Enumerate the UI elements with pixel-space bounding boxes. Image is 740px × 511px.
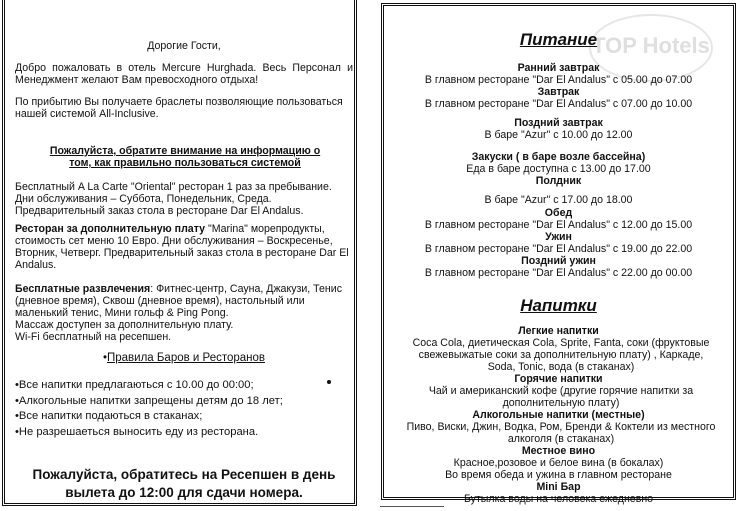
meal-details: В главном ресторане "Dar El Andalus" с 12.00 до 15.00 <box>424 219 693 231</box>
meal-details: В главном ресторане "Dar El Andalus" с 22.00 до 00.00 <box>424 267 693 279</box>
stray-dot <box>327 380 331 384</box>
meal-name: Закуски ( в баре возле бассейна) <box>471 151 646 163</box>
attention-heading: Пожалуйста, обратите внимание на информацию о том, как правильно пользоваться системой <box>49 145 321 169</box>
rule-item: •Все напитки предлагаються с 10.00 до 00:00; <box>15 379 254 391</box>
marina-details: "Marina" морепродукты, стоимость сет меню 10 Евро. Дни обслуживания – Воскресенье, Вторник, Четверг. Предварительный заказ стола в ресторане Dar El Andalus. <box>15 223 349 271</box>
left-page <box>2 0 357 506</box>
drinks-title: Напитки <box>520 296 597 315</box>
right-page <box>381 3 736 505</box>
checkout-note: Пожалуйста, обратитесь на Ресепшен в день вылета до 12:00 для сдачи номера. <box>32 467 336 500</box>
rules-list <box>15 378 353 440</box>
meal-name: Поздний ужин <box>521 255 596 267</box>
entertainment-label: Бесплатные развлечения <box>15 283 151 295</box>
drink-details: Coca Cola, диетическая Cola, Sprite, Fanta, соки (фруктовые свежевыжатые соки за дополнительную плату) , Каркаде, Soda, Tonic, вода (в стаканах) <box>412 337 710 374</box>
meal-details: В баре "Azur" с 17.00 до 18.00 <box>484 194 633 206</box>
meal-details: В главном ресторане "Dar El Andalus" с 05.00 до 07.00 <box>424 74 693 86</box>
meal-name: Обед <box>544 207 573 219</box>
massage-text: Массаж доступен за дополнительную плату. <box>15 319 234 331</box>
meal-name: Ужин <box>545 231 572 243</box>
meal-details: В главном ресторане "Dar El Andalus" с 19.00 до 22.00 <box>424 243 693 255</box>
rule-item: •Не разрешаеться выносить еду из ресторана. <box>15 425 259 438</box>
entertainment-details: : Фитнес-центр, Сауна, Джакузи, Тенис (дневное время), Сквош (дневное время), настольный или маленький тенис, Мини гольф & Ping Pong. <box>15 283 342 319</box>
meal-name: Полдник <box>535 175 582 187</box>
drink-details: Во время обеда и ужина в главном ресторане <box>445 469 672 481</box>
rules-heading-wrap: •Правила Баров и Ресторанов <box>102 352 266 364</box>
drink-details: Чай и американский кофе (другие горячие напитки за дополнительную плату) <box>428 385 694 410</box>
marina-label: Ресторан за дополнительную плату <box>15 223 206 235</box>
drink-name: Алкогольные напитки (местные) <box>472 409 645 421</box>
rule-item: •Все напитки подаються в стаканах; <box>15 410 203 422</box>
entertainment-text <box>15 283 353 319</box>
bracelets-text: По прибытию Вы получаете браслеты позволяющие пользоваться нашей системой All-Inclusive. <box>15 96 343 120</box>
food-title: Питание <box>519 30 598 49</box>
greeting: Дорогие Гости, <box>147 40 221 52</box>
rules-heading: Правила Баров и Ресторанов <box>106 352 266 364</box>
rule-item: •Алкогольные напитки запрещены детям до 18 лет; <box>15 394 283 407</box>
drink-details: Бутылка воды на человека ежедневно <box>463 493 654 505</box>
drink-name: Легкие напитки <box>518 325 599 337</box>
meal-details: В главном ресторане "Dar El Andalus" с 07.00 до 10.00 <box>424 98 693 110</box>
drink-details: Красное,розовое и белое вина (в бокалах) <box>453 457 664 469</box>
drink-details: Пиво, Виски, Джин, Водка, Ром, Бренди & Коктели из местного алкоголя (в стаканах) <box>406 421 716 446</box>
oriental-restaurant-text: Бесплатный A La Carte "Oriental" ресторан 1 раз за пребывание. Дни обслуживания – Суббота, Понедельник, Среда. Предварительный заказ стола в ресторане Dar El Andalus. <box>15 181 332 217</box>
meal-name: Завтрак <box>537 86 580 98</box>
wifi-text: Wi-Fi бесплатный на ресепшен. <box>15 331 172 343</box>
watermark-logo: TOP Hotels <box>589 14 713 82</box>
meal-details: Еда в баре доступна с 13.00 до 17.00 <box>466 163 651 175</box>
drink-name: Местное вино <box>521 445 596 457</box>
meal-name: Поздний завтрак <box>514 117 603 129</box>
welcome-text: Добро пожаловать в отель Mercure Hurghada. Весь Персонал и Менеджмент желают Вам превосходного отдыха! <box>15 62 353 86</box>
meal-name: Ранний завтрак <box>517 62 600 74</box>
scan-edge-line <box>380 506 444 507</box>
drink-name: Горячие напитки <box>514 373 603 385</box>
marina-restaurant-text <box>15 223 353 271</box>
drink-name: Mini Бар <box>536 481 581 493</box>
meal-details: В баре "Azur" с 10.00 до 12.00 <box>484 129 633 141</box>
